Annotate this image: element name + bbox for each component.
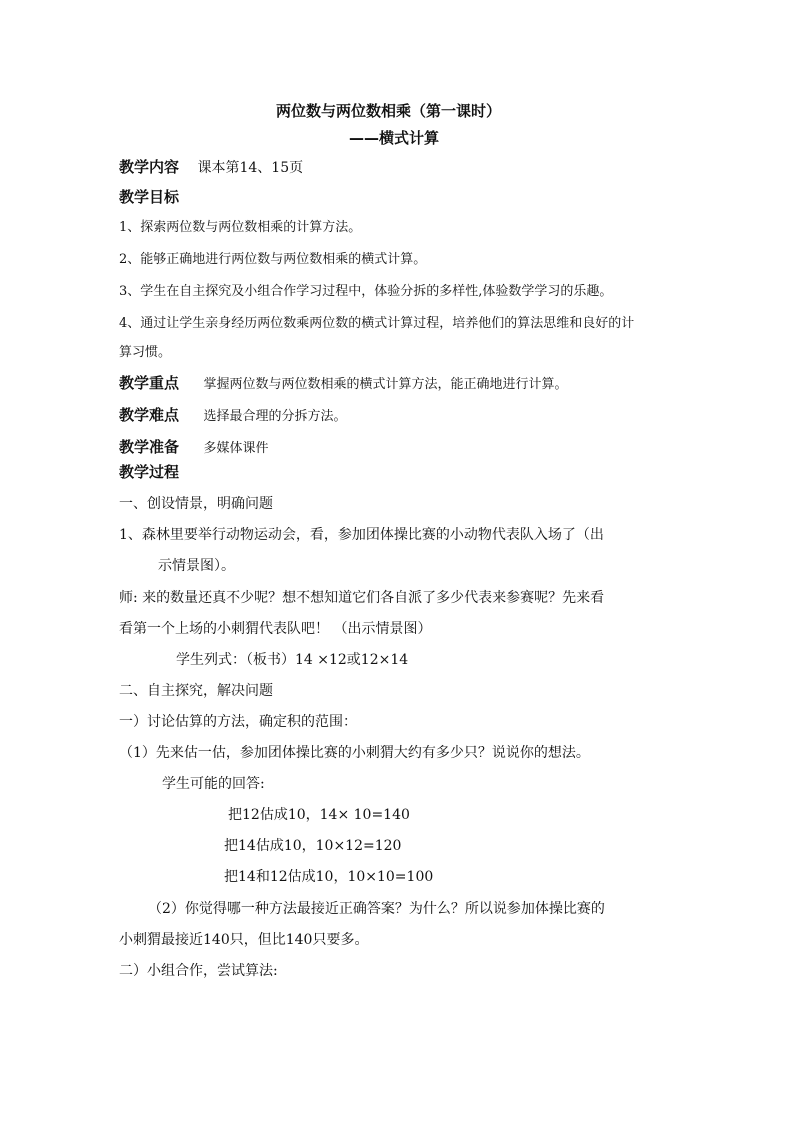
- process-line: 一、创设情景，明确问题: [119, 496, 273, 512]
- difficulty-label: 教学难点: [119, 406, 180, 424]
- preparation-label: 教学准备: [119, 438, 180, 456]
- preparation-value: 多媒体课件: [203, 441, 269, 456]
- process-line: 一）讨论估算的方法，确定积的范围：: [119, 714, 357, 730]
- process-line: 小刺猬最接近140只，但比140只要多。: [119, 932, 369, 948]
- goal-item: 1、探索两位数与两位数相乘的计算方法。: [119, 220, 362, 235]
- goal-item: 4、通过让学生亲身经历两位数乘两位数的横式计算过程，培养他们的算法思维和良好的计: [119, 316, 635, 331]
- process-line: 1、森林里要举行动物运动会，看，参加团体操比赛的小动物代表队入场了（出: [119, 527, 604, 543]
- process-line: 二）小组合作，尝试算法:: [119, 963, 278, 979]
- difficulty-row: [119, 405, 346, 427]
- process-line: 师: 来的数量还真不少呢？想不想知道它们各自派了多少代表来参赛呢？先来看: [119, 590, 605, 606]
- process-line: 把12估成10，14× 10=140: [228, 807, 410, 823]
- key-point-row: [119, 373, 567, 395]
- process-line: 学生列式：（板书）14 ×12或12×14: [176, 652, 409, 668]
- process-line: 看第一个上场的小刺猬代表队吧！ （出示情景图）: [119, 621, 432, 637]
- goal-item: 2、能够正确地进行两位数与两位数相乘的横式计算。: [119, 252, 427, 267]
- process-line: 把14估成10，10×12=120: [224, 838, 402, 854]
- goal-item: 3、学生在自主探究及小组合作学习过程中，体验分拆的多样性,体验数学学习的乐趣。: [119, 284, 613, 299]
- preparation-row: [119, 437, 268, 459]
- process-line: 二、自主探究，解决问题: [119, 683, 273, 699]
- page-title: 两位数与两位数相乘（第一课时）: [276, 102, 502, 120]
- process-line: 学生可能的回答:: [162, 776, 265, 792]
- content-row: [119, 157, 303, 178]
- content-value: 课本第14、15页: [197, 160, 304, 176]
- page-subtitle: ——横式计算: [349, 129, 440, 147]
- process-line: （2）你觉得哪一种方法最接近正确答案？为什么？所以说参加体操比赛的: [148, 901, 605, 917]
- goal-item: 算习惯。: [119, 345, 172, 360]
- process-line: 把14和12估成10，10×10=100: [224, 869, 434, 885]
- key-point-label: 教学重点: [119, 374, 180, 392]
- key-point-value: 掌握两位数与两位数相乘的横式计算方法，能正确地进行计算。: [203, 377, 568, 392]
- goals-label: 教学目标: [119, 188, 180, 206]
- process-label: 教学过程: [119, 463, 180, 481]
- difficulty-value: 选择最合理的分拆方法。: [203, 409, 347, 424]
- content-label: 教学内容: [119, 158, 180, 176]
- process-line: 示情景图）。: [158, 558, 235, 574]
- process-line: （1）先来估一估，参加团体操比赛的小刺猬大约有多少只？说说你的想法。: [119, 745, 590, 761]
